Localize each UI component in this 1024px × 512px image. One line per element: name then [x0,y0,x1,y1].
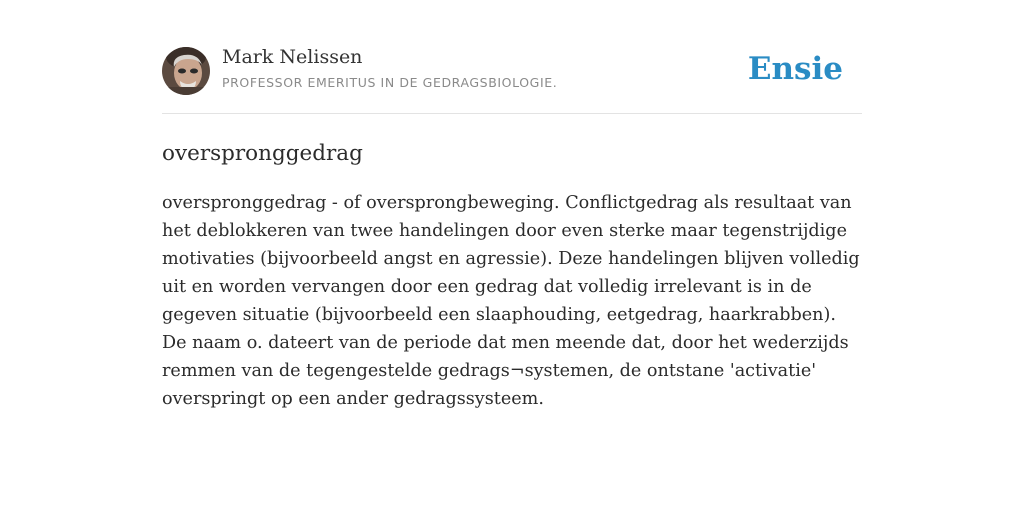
author-header [162,46,862,114]
author-name[interactable]: Mark Nelissen [222,46,363,68]
ensie-logo[interactable]: Ensie [747,51,843,87]
definition-text: overspronggedrag - of oversprongbeweging. Conflictgedrag als resultaat van het deblokkeren van twee handelingen door even sterke maar tegenstrijdige motivaties (bijvoorbeeld angst en agressie). Deze handelingen blijven volledig uit en worden vervangen door een gedrag dat volledig irrelevant is in de gegeven situatie (bijvoorbeeld een slaaphouding, eetgedrag, haarkrabben). De naam o. dateert van de periode dat men meende dat, door het wederzijds remmen van de tegengestelde gedrags¬systemen, de ontstane 'activatie' overspringt op een ander gedragssysteem. [162,193,860,409]
term-title: overspronggedrag [162,141,363,166]
author-avatar[interactable] [162,47,210,95]
author-portrait-icon [162,47,210,95]
author-role: PROFESSOR EMERITUS IN DE GEDRAGSBIOLOGIE. [222,75,558,90]
entry-card [162,46,862,413]
